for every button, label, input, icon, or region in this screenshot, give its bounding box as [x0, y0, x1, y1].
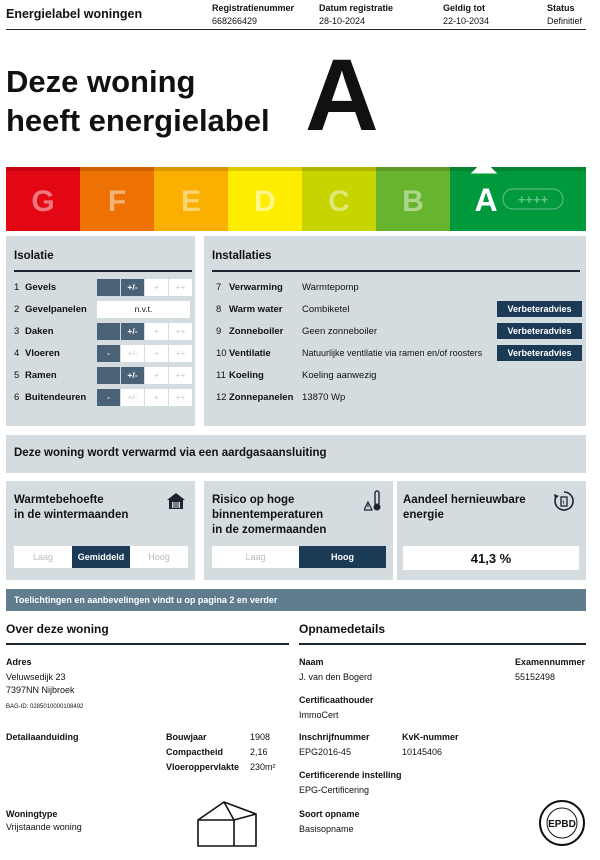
header-value: Definitief [547, 16, 583, 26]
kvk-value: 10145406 [402, 747, 443, 757]
rating-scale [97, 367, 193, 384]
bouwjaar-value: 1908 [250, 732, 271, 742]
label-letter-d: D [254, 185, 276, 218]
option-laag: Laag [14, 546, 72, 568]
scale-plus: + [145, 323, 168, 340]
scale-minus: - [97, 345, 120, 362]
hero-label-letter: A [305, 38, 379, 152]
installatie-row-zonneboiler [216, 320, 582, 342]
isolatie-list [14, 276, 194, 408]
scale-plusminus: +/- [121, 345, 144, 362]
installatie-row-zonnepanelen [216, 386, 582, 408]
row-number: 5 [14, 369, 20, 381]
svg-text:EPBD: EPBD [548, 819, 576, 830]
woningtype-label: Woningtype [6, 809, 58, 819]
warmtebehoefte-selector [14, 546, 188, 568]
label-letter-e: E [180, 185, 202, 218]
row-name: Warm water [229, 303, 283, 315]
vloeroppervlakte-value: 230m² [250, 762, 276, 772]
isolatie-row-gevelpanelen [14, 298, 194, 320]
scale-plusminus: +/- [121, 367, 144, 384]
woningtype-block [6, 808, 82, 834]
hernieuwbaar-value: 41,3 % [403, 546, 579, 570]
isolatie-divider [14, 270, 192, 272]
isolatie-row-daken [14, 320, 194, 342]
examennummer-block [515, 656, 585, 684]
adres-label: Adres [6, 657, 32, 667]
hernieuwbaar-panel [397, 481, 586, 580]
detached-house-icon [194, 798, 260, 848]
plus-text: ++++ [517, 192, 549, 207]
hero-title [6, 62, 270, 140]
label-top-band [6, 167, 586, 171]
scale-minus: - [97, 389, 120, 406]
compactheid-label: Compactheid [166, 747, 224, 757]
renewable-energy-icon [552, 489, 576, 513]
row-name: Ramen [25, 369, 57, 381]
installatie-row-warm-water [216, 298, 582, 320]
info-banner [6, 589, 586, 611]
row-number: 12 [216, 391, 227, 403]
row-value: Warmtepomp [302, 281, 359, 293]
instelling-value: EPG-Certificering [299, 785, 370, 795]
scale-plus: + [145, 279, 168, 296]
installaties-title: Installaties [212, 250, 272, 262]
title-line: binnentemperaturen [212, 509, 324, 521]
opname-section-title: Opnamedetails [299, 622, 386, 636]
row-value: 13870 Wp [302, 391, 346, 403]
row-number: 10 [216, 347, 227, 359]
option-hoog: Hoog [299, 546, 386, 568]
isolatie-panel [6, 236, 195, 426]
option-laag: Laag [212, 546, 299, 568]
installaties-divider [212, 270, 580, 272]
kvk-block [402, 731, 459, 759]
scale-plusminus: +/- [121, 279, 144, 296]
naam-label: Naam [299, 657, 324, 667]
row-name: Daken [25, 325, 54, 337]
label-letter-b: B [402, 185, 424, 218]
row-number: 9 [216, 325, 222, 337]
title-line: Aandeel hernieuwbare [403, 494, 526, 506]
header-key: Status [547, 3, 575, 13]
row-number: 3 [14, 325, 20, 337]
header-divider [6, 29, 586, 30]
title-line: in de wintermaanden [14, 509, 129, 521]
scale-plusplus: ++ [169, 389, 192, 406]
row-name: Gevels [25, 281, 57, 293]
kvk-label: KvK-nummer [402, 732, 459, 742]
risico-title [212, 493, 326, 538]
row-name: Ventilatie [229, 347, 271, 359]
isolatie-row-vloeren [14, 342, 194, 364]
row-value: Geen zonneboiler [302, 325, 377, 337]
bag-id: BAG-ID: 0285010000108492 [6, 704, 84, 710]
row-number: 4 [14, 347, 20, 359]
soort-opname-value: Basisopname [299, 824, 354, 834]
header-datum-registratie [319, 2, 393, 28]
warmtebehoefte-panel [6, 481, 195, 580]
risico-selector [212, 546, 386, 568]
document-title: Energielabel woningen [6, 7, 143, 21]
verbeteradvies-button[interactable]: Verbeteradvies [497, 345, 582, 361]
row-name: Gevelpanelen [25, 303, 87, 315]
header-status [547, 2, 582, 28]
title-line: in de zomermaanden [212, 524, 327, 536]
examennummer-value: 55152498 [515, 672, 556, 682]
scale-plus: + [145, 345, 168, 362]
row-number: 1 [14, 281, 20, 293]
row-number: 7 [216, 281, 222, 293]
gas-connection-text: Deze woning wordt verwarmd via een aardgasaansluiting [14, 447, 327, 459]
scale-minus [97, 279, 120, 296]
scale-plusplus: ++ [169, 279, 192, 296]
woningtype-value: Vrijstaande woning [6, 822, 82, 832]
bouwjaar-label: Bouwjaar [166, 732, 207, 742]
certificaathouder-value: ImmoCert [299, 710, 339, 720]
certificaathouder-block [299, 694, 374, 722]
installatie-row-ventilatie [216, 342, 582, 364]
compactheid-value: 2,16 [250, 747, 268, 757]
scale-plus: + [145, 367, 168, 384]
title-line: Risico op hoge [212, 494, 295, 506]
epbd-logo [537, 798, 587, 848]
row-number: 11 [216, 369, 226, 381]
rating-scale [97, 323, 193, 340]
examennummer-label: Examennummer [515, 657, 586, 667]
rating-scale [97, 345, 193, 362]
title-line: Warmtebehoefte [14, 494, 104, 506]
house-heating-icon [166, 491, 186, 511]
hero-line-1: Deze woning [6, 64, 196, 99]
woning-divider [6, 643, 289, 645]
naam-value: J. van den Bogerd [299, 672, 373, 682]
energy-label-scale [6, 167, 586, 231]
row-value: Natuurlijke ventilatie via ramen en/of roosters [302, 348, 483, 358]
woning-details [166, 731, 286, 776]
row-number: 8 [216, 303, 222, 315]
header-geldig-tot [443, 2, 489, 28]
header-value: 28-10-2024 [319, 16, 366, 26]
row-name: Verwarming [229, 281, 283, 293]
gas-connection-banner [6, 435, 586, 473]
thermometer-warning-icon [364, 489, 386, 513]
adres-line-1: Veluwsedijk 23 [6, 672, 66, 682]
installaties-panel [204, 236, 586, 426]
instelling-block [299, 769, 402, 797]
vloeroppervlakte-label: Vloeroppervlakte [166, 762, 240, 772]
soort-opname-label: Soort opname [299, 809, 360, 819]
certificaathouder-label: Certificaathouder [299, 695, 374, 705]
adres-block [6, 656, 83, 714]
row-number: 6 [14, 391, 20, 403]
scale-plusplus: ++ [169, 367, 192, 384]
row-name: Koeling [229, 369, 264, 381]
inschrijfnummer-label: Inschrijfnummer [299, 732, 370, 742]
scale-minus [97, 367, 120, 384]
installatie-row-koeling [216, 364, 582, 386]
inschrijfnummer-value: EPG2016-45 [299, 747, 352, 757]
row-name: Zonneboiler [229, 325, 284, 337]
instelling-label: Certificerende instelling [299, 770, 402, 780]
scale-plusplus: ++ [169, 345, 192, 362]
scale-plus: + [145, 389, 168, 406]
naam-block [299, 656, 372, 684]
title-line: energie [403, 509, 444, 521]
row-name: Zonnepanelen [229, 391, 294, 403]
header-value: 668266429 [212, 16, 258, 26]
rating-scale [97, 389, 193, 406]
verbeteradvies-button[interactable]: Verbeteradvies [497, 323, 582, 339]
isolatie-row-ramen [14, 364, 194, 386]
woning-section-title: Over deze woning [6, 622, 109, 636]
row-name: Buitendeuren [25, 391, 87, 403]
scale-plusplus: ++ [169, 323, 192, 340]
not-applicable-value: n.v.t. [97, 301, 190, 318]
isolatie-row-gevels [14, 276, 194, 298]
scale-minus [97, 323, 120, 340]
label-letter-f: F [107, 185, 127, 218]
option-hoog: Hoog [130, 546, 188, 568]
label-letter-g: G [31, 185, 55, 218]
rating-scale [97, 279, 193, 296]
label-letter-a: A [474, 182, 498, 218]
scale-plusminus: +/- [121, 323, 144, 340]
detailaanduiding-label: Detailaanduiding [6, 732, 79, 742]
scale-plusminus: +/- [121, 389, 144, 406]
header-value: 22-10-2034 [443, 16, 490, 26]
adres-line-2: 7397NN Nijbroek [6, 685, 75, 695]
row-value: Combiketel [302, 303, 350, 315]
installatie-row-verwarming [216, 276, 582, 298]
soort-opname-block [299, 808, 360, 836]
warmtebehoefte-title [14, 493, 128, 523]
header-key: Registratienummer [212, 3, 295, 13]
label-letter-c: C [328, 185, 350, 218]
header-key: Geldig tot [443, 3, 485, 13]
risico-panel [204, 481, 393, 580]
row-number: 2 [14, 303, 20, 315]
verbeteradvies-button[interactable]: Verbeteradvies [497, 301, 582, 317]
opname-divider [299, 643, 586, 645]
row-name: Vloeren [25, 347, 60, 359]
installaties-list [216, 276, 582, 408]
header-registratienummer [212, 2, 294, 28]
row-value: Koeling aanwezig [302, 369, 377, 381]
hero-line-2: heeft energielabel [6, 103, 270, 138]
header-key: Datum registratie [319, 3, 394, 13]
isolatie-row-buitendeuren [14, 386, 194, 408]
hernieuwbaar-title [403, 493, 526, 523]
info-banner-text: Toelichtingen en aanbevelingen vindt u op pagina 2 en verder [14, 595, 278, 605]
option-gemiddeld: Gemiddeld [72, 546, 130, 568]
inschrijfnummer-block [299, 731, 370, 759]
isolatie-title: Isolatie [14, 250, 54, 262]
